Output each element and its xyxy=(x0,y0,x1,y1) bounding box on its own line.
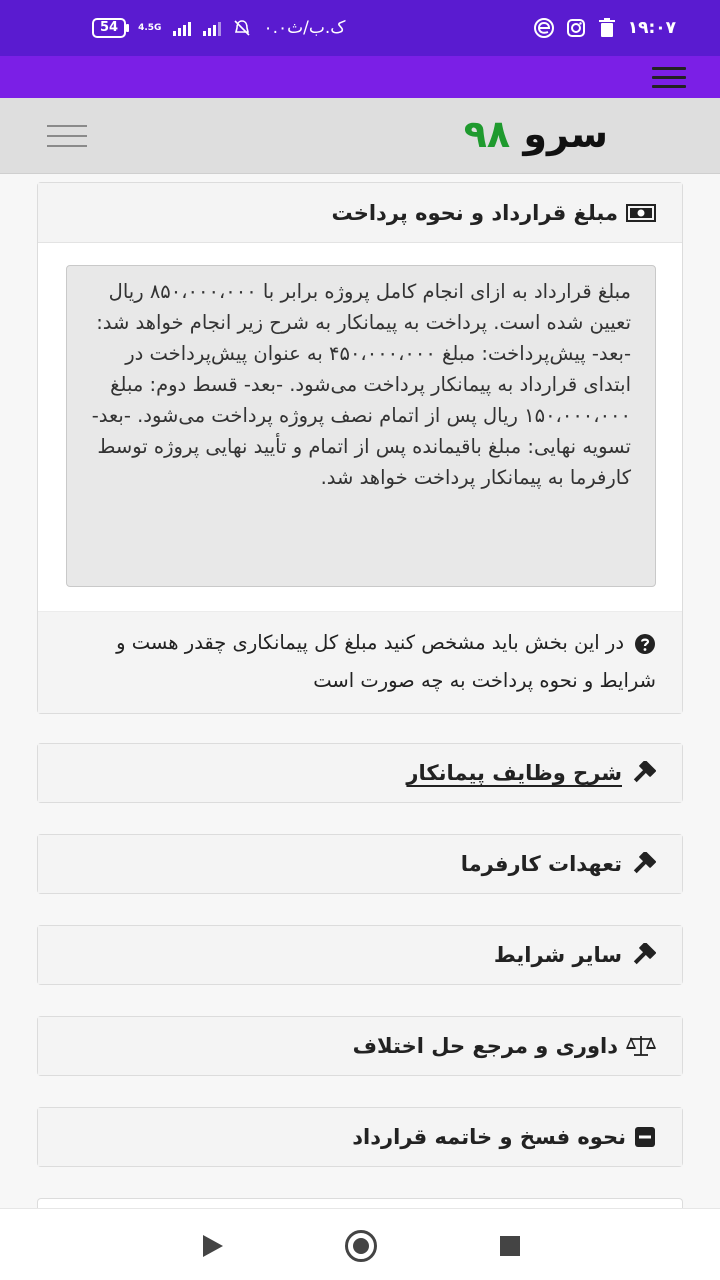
signal-icon xyxy=(203,20,221,36)
payment-hint xyxy=(38,611,682,713)
trash-icon xyxy=(598,18,616,38)
question-circle-icon xyxy=(634,633,656,655)
section-label: شرح وظایف پیمانکار xyxy=(406,761,622,785)
clock: ۱۹:۰۷ xyxy=(627,18,676,38)
minus-square-icon xyxy=(634,1126,656,1148)
section-label: سایر شرایط xyxy=(493,943,622,967)
money-bill-icon xyxy=(626,204,656,222)
gavel-icon xyxy=(630,943,656,967)
home-icon[interactable] xyxy=(345,1230,377,1262)
app-bar xyxy=(0,56,720,98)
payment-card xyxy=(37,182,683,714)
section-header[interactable] xyxy=(38,926,682,984)
payment-hint-text: در این بخش باید مشخص کنید مبلغ کل پیمانکاری چقدر هست و شرایط و نحوه پرداخت به چه صورت است xyxy=(116,631,656,692)
status-bar xyxy=(0,0,720,56)
section-arbitration[interactable] xyxy=(37,1016,683,1076)
network-type: 4.5G xyxy=(138,22,162,33)
section-header[interactable] xyxy=(38,1108,682,1166)
site-header xyxy=(0,98,720,174)
navigation-bar xyxy=(0,1208,720,1280)
signal-icon xyxy=(173,20,191,36)
section-label: نحوه فسخ و خاتمه قرارداد xyxy=(352,1125,626,1149)
instagram-icon xyxy=(566,18,586,38)
recent-apps-icon[interactable] xyxy=(500,1236,520,1256)
logo[interactable] xyxy=(464,112,608,156)
section-header[interactable] xyxy=(38,744,682,802)
status-bar-right xyxy=(534,18,676,38)
section-label: تعهدات کارفرما xyxy=(460,852,622,876)
logo-number: ۹۸ xyxy=(463,112,511,156)
gavel-icon xyxy=(630,761,656,785)
section-header[interactable] xyxy=(38,835,682,893)
section-contractor-duties[interactable] xyxy=(37,743,683,803)
section-other-conditions[interactable] xyxy=(37,925,683,985)
payment-card-title: مبلغ قرارداد و نحوه پرداخت xyxy=(331,200,618,225)
mute-icon xyxy=(233,19,251,37)
edge-browser-icon xyxy=(534,18,554,38)
battery-icon: 54 xyxy=(92,18,126,38)
payment-card-header[interactable] xyxy=(38,183,682,243)
back-icon[interactable] xyxy=(203,1235,223,1257)
balance-scale-icon xyxy=(626,1034,656,1058)
section-employer-obligations[interactable] xyxy=(37,834,683,894)
section-header[interactable] xyxy=(38,1017,682,1075)
logo-word: سرو xyxy=(523,112,608,156)
status-bar-left xyxy=(92,18,345,38)
payment-terms-textarea[interactable]: مبلغ قرارداد به ازای انجام کامل پروژه برابر با ۸۵۰،۰۰۰،۰۰۰ ریال تعیین شده است. پرداخت به پیمانکار به شرح زیر انجام خواهد شد: -بعد- پیش‌پرداخت: مبلغ ۴۵۰،۰۰۰،۰۰۰ به عنوان پیش‌پرداخت در ابتدای قرارداد به پیمانکار پرداخت می‌شود. -بعد- قسط دوم: مبلغ ۱۵۰،۰۰۰،۰۰۰ ریال پس از اتمام نصف پروژه پرداخت می‌شود. -بعد- تسویه نهایی: مبلغ باقیمانده پس از اتمام و تأیید نهایی پروژه توسط کارفرما به پیمانکار پرداخت خواهد شد. xyxy=(66,265,656,587)
data-speed: ۰.۰ک.ب/ث xyxy=(263,18,346,38)
section-label: داوری و مرجع حل اختلاف xyxy=(352,1034,618,1058)
section-termination[interactable] xyxy=(37,1107,683,1167)
menu-icon[interactable] xyxy=(652,67,686,94)
gavel-icon xyxy=(630,852,656,876)
hamburger-menu-icon[interactable] xyxy=(47,125,87,155)
